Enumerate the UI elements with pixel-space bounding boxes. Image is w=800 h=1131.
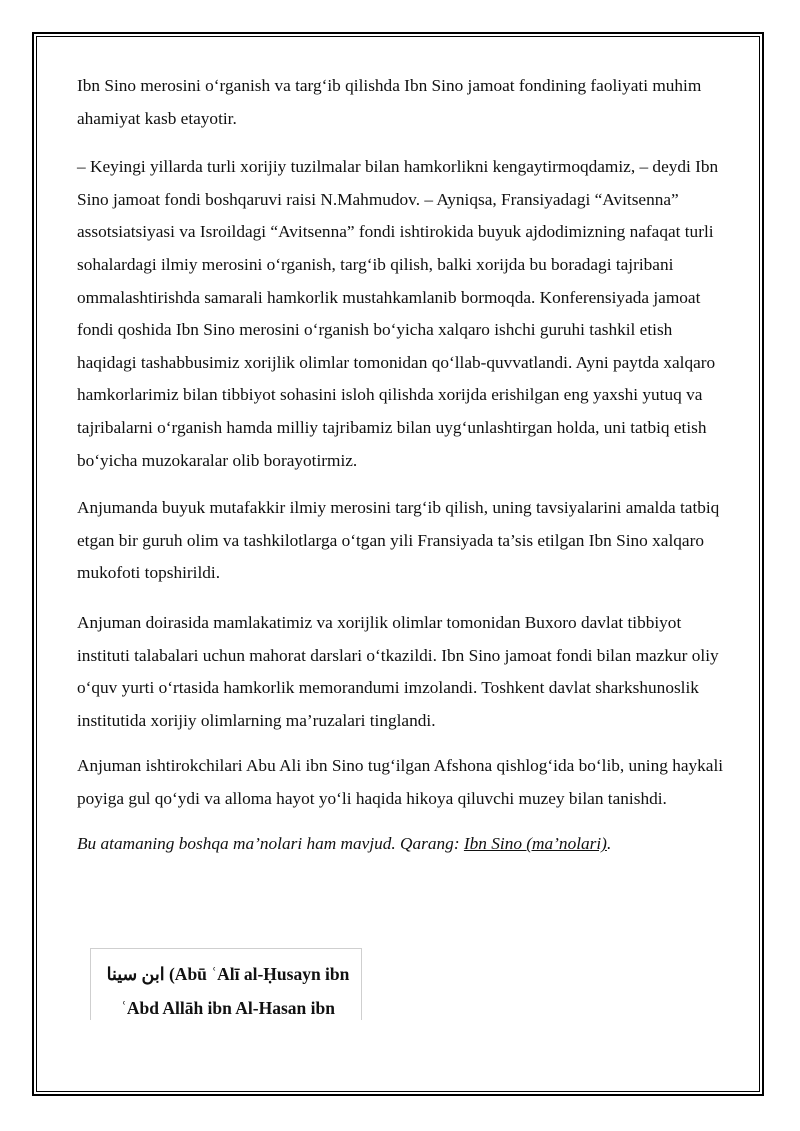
article-body [77, 70, 727, 876]
paragraph: Ibn Sino merosini o‘rganish va targ‘ib qilishda Ibn Sino jamoat fondining faoliyati muhim ahamiyat kasb etayotir. [77, 76, 702, 128]
disambiguation-note [77, 828, 727, 861]
paragraph: – Keyingi yillarda turli xorijiy tuzilmalar bilan hamkorlikni kengaytirmoqdamiz, – deydi Ibn Sino jamoat fondi boshqaruvi raisi N.Mahmudov. – Ayniqsa, Fransiyadagi “Avitsenna” assotsiatsiyasi va Isroildagi “Avitsenna” fondi ishtirokida buyuk ajdodimizning nafaqat turli sohalardagi ilmiy merosini o‘rganish, targ‘ib qilish, balki xorijda bu boradagi tajribani ommalashtirishda samarali hamkorlik mustahkamlanib bormoqda. Konferensiyada jamoat fondi qoshida Ibn Sino merosini o‘rganish bo‘yicha xalqaro ishchi guruhi tashkil etish haqidagi tashabbusimiz xorijlik olimlar tomonidan qo‘llab-quvvatlandi. Ayni paytda xalqaro hamkorlarimiz bilan tibbiyot sohasini isloh qilishda xorijda erishilgan eng yaxshi yutuq va tajribalarni o‘rganish hamda milliy tajribamiz bilan uyg‘unlashtirgan holda, uni tatbiq etish bo‘yicha muzokaralar olib borayotirmiz. [77, 157, 719, 470]
paragraph: Anjuman doirasida mamlakatimiz va xorijlik olimlar tomonidan Buxoro davlat tibbiyot instituti talabalari uchun mahorat darslari o‘tkazildi. Ibn Sino jamoat fondi bilan mazkur oliy o‘quv yurti o‘rtasida hamkorlik memorandumi imzolandi. Toshkent davlat sharkshunoslik institutida xorijiy olimlarning ma’ruzalari tinglandi. [77, 612, 719, 730]
disambiguation-link[interactable]: Ibn Sino (ma’nolari) [463, 834, 607, 854]
paragraph: Anjumanda buyuk mutafakkir ilmiy merosini targ‘ib qilish, uning tavsiyalarini amalda tatbiq etgan bir guruh olim va tashkilotlarga o‘tgan yili Fransiyada ta’sis etilgan Ibn Sino xalqaro mukofoti topshirildi. [77, 498, 720, 583]
disambiguation-suffix: . [606, 834, 612, 854]
infobox [90, 948, 362, 1020]
paragraph: Anjuman ishtirokchilari Abu Ali ibn Sino tug‘ilgan Afshona qishlog‘ida bo‘lib, uning haykali poyiga gul qo‘ydi va alloma hayot yo‘li haqida hikoya qiluvchi muzey bilan tanishdi. [77, 756, 724, 808]
disambiguation-prefix: Bu atamaning boshqa ma’nolari ham mavjud. Qarang: [77, 834, 464, 854]
infobox-title: ابن سينا (Abū ʿAlī al-Ḥusayn ibn ʿAbd Allāh ibn Al-Hasan ibn [106, 964, 350, 1018]
